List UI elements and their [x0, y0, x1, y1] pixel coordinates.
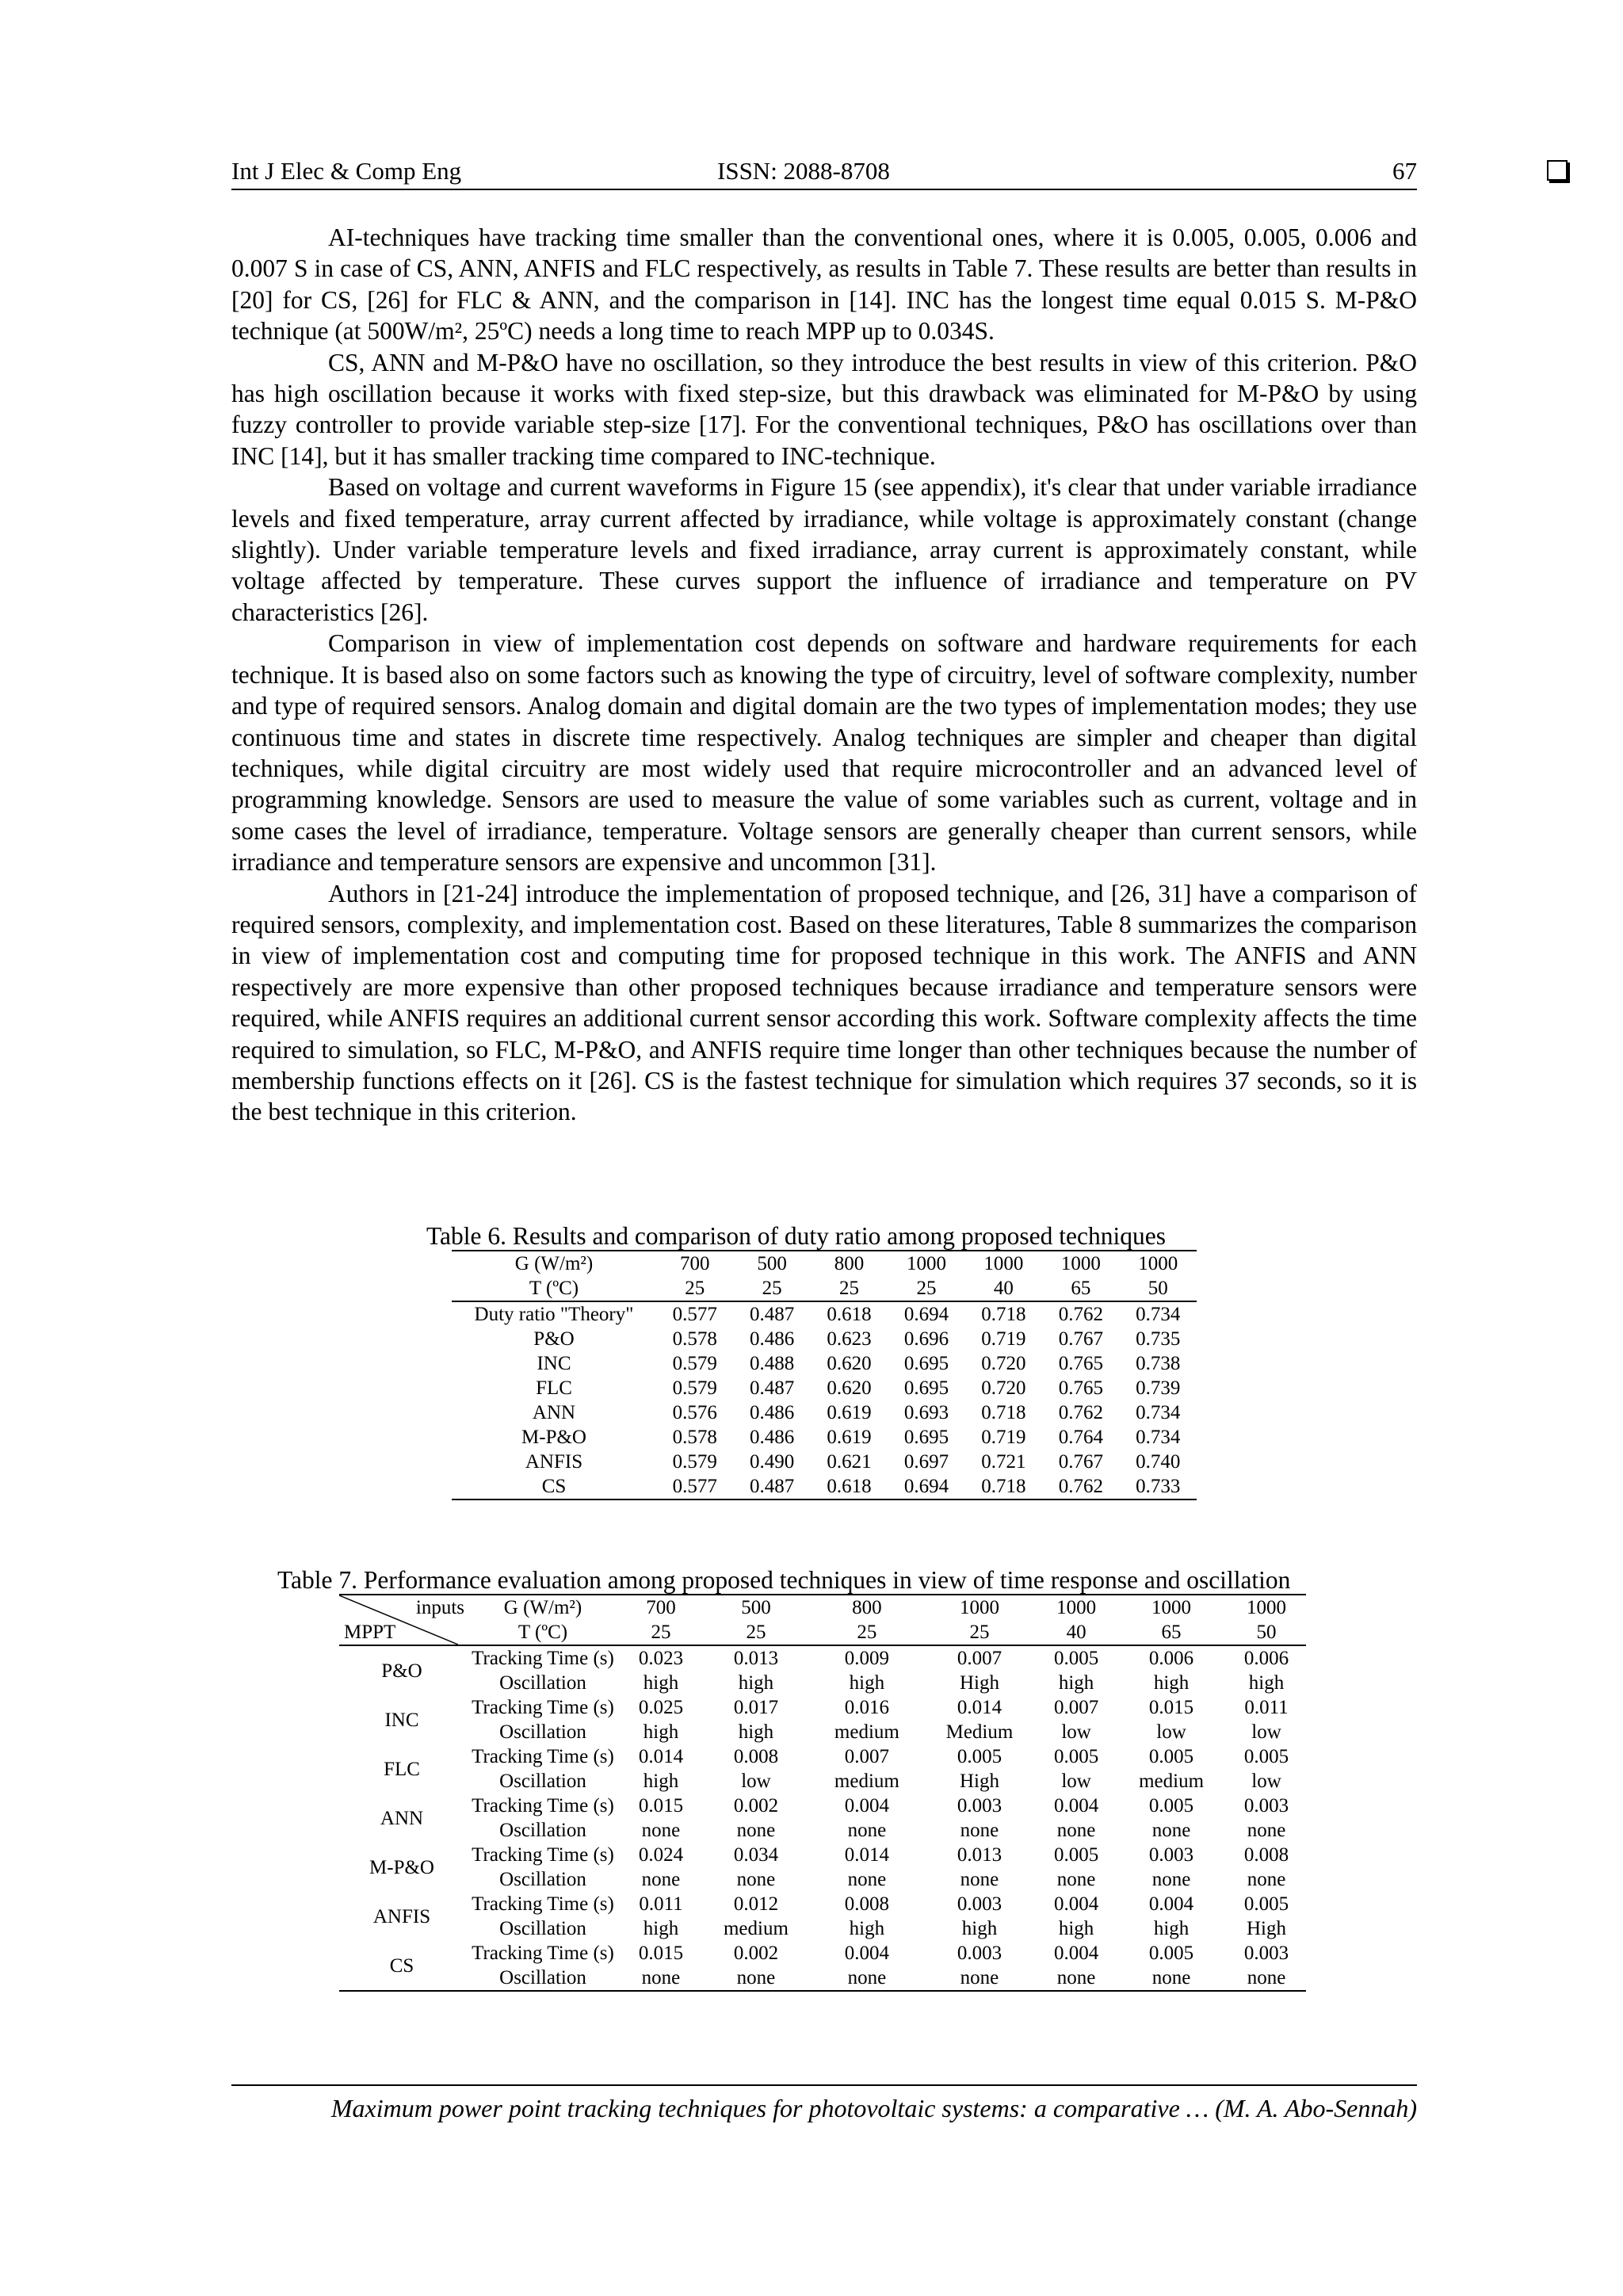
- tracking-time-cell: 0.002: [733, 1943, 779, 1964]
- oscillation-cell: none: [960, 1967, 999, 1988]
- oscillation-cell: high: [1153, 1672, 1190, 1694]
- oscillation-cell: none: [847, 1820, 887, 1841]
- tracking-time-cell: 0.004: [1148, 1893, 1194, 1915]
- t-value-cell: 25: [888, 1276, 964, 1301]
- row-label-cell: FLC: [536, 1377, 572, 1399]
- oscillation-cell: high: [961, 1918, 998, 1939]
- t-value-cell: 25: [621, 1620, 701, 1645]
- oscillation-cell: none: [1151, 1967, 1191, 1988]
- duty-ratio-cell: 0.487: [750, 1304, 795, 1325]
- oscillation-cell: none: [1247, 1869, 1286, 1890]
- g-value-cell: 1000: [1060, 1253, 1101, 1274]
- oscillation-cell: medium: [834, 1771, 899, 1792]
- oscillation-cell: High: [959, 1771, 999, 1792]
- g-value-cell: 500: [757, 1253, 787, 1274]
- duty-ratio-cell: 0.618: [827, 1304, 872, 1325]
- g-value-cell: 1000: [1247, 1597, 1286, 1618]
- tracking-time-cell: 0.006: [1243, 1648, 1289, 1669]
- duty-ratio-cell: 0.623: [827, 1328, 872, 1350]
- t-value-cell: 50: [1227, 1620, 1306, 1645]
- corner-mppt: MPPT: [344, 1622, 396, 1643]
- g-value-cell: 1000: [1138, 1253, 1178, 1274]
- oscillation-cell: high: [849, 1918, 885, 1939]
- duty-ratio-cell: 0.765: [1058, 1353, 1103, 1374]
- duty-ratio-cell: 0.718: [981, 1304, 1026, 1325]
- oscillation-cell: none: [847, 1967, 887, 1988]
- table-row: [339, 1744, 1306, 1769]
- t-value-cell: 40: [965, 1276, 1042, 1301]
- technique-cell: FLC: [384, 1758, 420, 1780]
- tracking-time-cell: 0.004: [1053, 1943, 1099, 1964]
- table-row: [452, 1450, 1197, 1474]
- duty-ratio-cell: 0.767: [1058, 1451, 1103, 1473]
- tracking-time-cell: 0.004: [844, 1795, 889, 1817]
- row-label-cell: ANFIS: [525, 1451, 583, 1473]
- duty-ratio-cell: 0.576: [672, 1402, 717, 1423]
- t-value-cell: 25: [812, 1620, 922, 1645]
- running-header: [231, 155, 1417, 190]
- table7-caption: Table 7. Performance evaluation among proposed techniques in view of time response and oscillation: [277, 1566, 1291, 1594]
- t-value-cell: 65: [1116, 1620, 1227, 1645]
- duty-ratio-cell: 0.694: [903, 1476, 949, 1497]
- technique-cell: ANN: [380, 1807, 424, 1829]
- duty-ratio-cell: 0.577: [672, 1304, 717, 1325]
- tracking-time-cell: 0.013: [957, 1844, 1002, 1866]
- duty-ratio-cell: 0.621: [827, 1451, 872, 1473]
- duty-ratio-cell: 0.694: [903, 1304, 949, 1325]
- tracking-time-cell: 0.003: [1148, 1844, 1194, 1866]
- oscillation-cell: high: [643, 1672, 679, 1694]
- tracking-time-cell: 0.003: [957, 1795, 1002, 1817]
- checkbox-square-icon: [1547, 160, 1568, 181]
- row-label-cell: CS: [541, 1476, 567, 1497]
- t-value-cell: 25: [922, 1620, 1037, 1645]
- metric-label-cell: Tracking Time (s): [472, 1893, 614, 1915]
- oscillation-cell: low: [1251, 1721, 1281, 1743]
- duty-ratio-cell: 0.487: [750, 1476, 795, 1497]
- duty-ratio-cell: 0.762: [1058, 1476, 1103, 1497]
- table-row: [339, 1794, 1306, 1818]
- duty-ratio-cell: 0.721: [981, 1451, 1026, 1473]
- tracking-time-cell: 0.005: [1243, 1746, 1289, 1767]
- duty-ratio-cell: 0.486: [750, 1328, 795, 1350]
- duty-ratio-cell: 0.739: [1136, 1377, 1181, 1399]
- table-row: [452, 1376, 1197, 1400]
- tracking-time-cell: 0.024: [638, 1844, 684, 1866]
- tracking-time-cell: 0.008: [733, 1746, 779, 1767]
- t-value-cell: 25: [811, 1276, 888, 1301]
- tracking-time-cell: 0.005: [1243, 1893, 1289, 1915]
- table-row: [452, 1474, 1197, 1499]
- duty-ratio-cell: 0.695: [903, 1377, 949, 1399]
- metric-label-cell: Tracking Time (s): [472, 1943, 614, 1964]
- duty-ratio-cell: 0.733: [1136, 1476, 1181, 1497]
- duty-ratio-cell: 0.718: [981, 1402, 1026, 1423]
- tracking-time-cell: 0.014: [638, 1746, 684, 1767]
- table-row: [339, 1769, 1306, 1794]
- duty-ratio-cell: 0.762: [1058, 1304, 1103, 1325]
- duty-ratio-cell: 0.765: [1058, 1377, 1103, 1399]
- t-value-cell: 40: [1037, 1620, 1116, 1645]
- oscillation-cell: none: [736, 1869, 776, 1890]
- duty-ratio-cell: 0.488: [750, 1353, 795, 1374]
- tracking-time-cell: 0.025: [638, 1697, 684, 1718]
- oscillation-cell: medium: [1139, 1771, 1205, 1792]
- oscillation-cell: medium: [834, 1721, 899, 1743]
- tracking-time-cell: 0.023: [638, 1648, 684, 1669]
- g-value-cell: 1000: [906, 1253, 946, 1274]
- body-text: [231, 222, 1417, 1128]
- oscillation-cell: high: [738, 1721, 774, 1743]
- tracking-time-cell: 0.012: [733, 1893, 779, 1915]
- metric-label-cell: Oscillation: [499, 1967, 586, 1988]
- table6: [452, 1250, 1197, 1500]
- tracking-time-cell: 0.005: [1148, 1746, 1194, 1767]
- technique-cell: P&O: [381, 1660, 422, 1682]
- oscillation-cell: none: [960, 1869, 999, 1890]
- oscillation-cell: high: [1153, 1918, 1190, 1939]
- oscillation-cell: none: [1151, 1869, 1191, 1890]
- t-value-cell: 50: [1120, 1276, 1197, 1301]
- table-row: [339, 1720, 1306, 1744]
- duty-ratio-cell: 0.718: [981, 1476, 1026, 1497]
- oscillation-cell: high: [849, 1672, 885, 1694]
- metric-label-cell: Tracking Time (s): [472, 1795, 614, 1817]
- tracking-time-cell: 0.008: [844, 1893, 889, 1915]
- oscillation-cell: none: [736, 1967, 776, 1988]
- tracking-time-cell: 0.003: [1243, 1795, 1289, 1817]
- metric-label-cell: Oscillation: [499, 1918, 586, 1939]
- duty-ratio-cell: 0.738: [1136, 1353, 1181, 1374]
- issn: ISSN: 2088-8708: [717, 157, 890, 185]
- oscillation-cell: none: [736, 1820, 776, 1841]
- running-footer: Maximum power point tracking techniques for photovoltaic systems: a comparative … (M. A. Abo-Sennah): [231, 2084, 1417, 2123]
- tracking-time-cell: 0.005: [1053, 1746, 1099, 1767]
- tracking-time-cell: 0.002: [733, 1795, 779, 1817]
- tracking-time-cell: 0.007: [1053, 1697, 1099, 1718]
- oscillation-cell: none: [1151, 1820, 1191, 1841]
- page-number: 67: [1392, 157, 1417, 185]
- oscillation-cell: low: [1061, 1771, 1091, 1792]
- t-value-cell: 25: [656, 1276, 733, 1301]
- table-row: [452, 1301, 1197, 1327]
- duty-ratio-cell: 0.578: [672, 1427, 717, 1448]
- oscillation-cell: high: [1058, 1672, 1094, 1694]
- t-value-cell: 25: [733, 1276, 810, 1301]
- g-value-cell: 1000: [959, 1597, 999, 1618]
- tracking-time-cell: 0.011: [1244, 1697, 1289, 1718]
- tracking-time-cell: 0.007: [957, 1648, 1002, 1669]
- tracking-time-cell: 0.004: [1053, 1795, 1099, 1817]
- metric-label-cell: Oscillation: [499, 1721, 586, 1743]
- tracking-time-cell: 0.011: [639, 1893, 683, 1915]
- g-value-cell: 800: [834, 1253, 865, 1274]
- metric-label-cell: Tracking Time (s): [472, 1844, 614, 1866]
- tracking-time-cell: 0.009: [844, 1648, 889, 1669]
- tracking-time-cell: 0.015: [638, 1795, 684, 1817]
- oscillation-cell: none: [641, 1820, 681, 1841]
- table-row: [339, 1892, 1306, 1916]
- oscillation-cell: High: [959, 1672, 999, 1694]
- tracking-time-cell: 0.005: [957, 1746, 1002, 1767]
- table-row: [452, 1327, 1197, 1351]
- oscillation-cell: high: [738, 1672, 774, 1694]
- oscillation-cell: high: [643, 1771, 679, 1792]
- duty-ratio-cell: 0.719: [981, 1427, 1026, 1448]
- tracking-time-cell: 0.008: [1243, 1844, 1289, 1866]
- oscillation-cell: none: [1056, 1820, 1096, 1841]
- tracking-time-cell: 0.016: [844, 1697, 889, 1718]
- t-value-cell: 25: [701, 1620, 812, 1645]
- tracking-time-cell: 0.005: [1148, 1795, 1194, 1817]
- table-row: [339, 1916, 1306, 1941]
- row-label-cell: Duty ratio "Theory": [474, 1304, 634, 1325]
- tracking-time-cell: 0.003: [957, 1893, 1002, 1915]
- oscillation-cell: low: [1156, 1721, 1186, 1743]
- duty-ratio-cell: 0.740: [1136, 1451, 1181, 1473]
- technique-cell: INC: [384, 1709, 419, 1731]
- duty-ratio-cell: 0.719: [981, 1328, 1026, 1350]
- table-row: [339, 1671, 1306, 1695]
- duty-ratio-cell: 0.490: [750, 1451, 795, 1473]
- tracking-time-cell: 0.014: [957, 1697, 1002, 1718]
- duty-ratio-cell: 0.578: [672, 1328, 717, 1350]
- duty-ratio-cell: 0.620: [827, 1353, 872, 1374]
- duty-ratio-cell: 0.619: [827, 1402, 872, 1423]
- journal-name: Int J Elec & Comp Eng: [231, 157, 462, 185]
- corner-cell: [339, 1595, 464, 1645]
- tracking-time-cell: 0.034: [733, 1844, 779, 1866]
- oscillation-cell: low: [741, 1771, 771, 1792]
- duty-ratio-cell: 0.764: [1058, 1427, 1103, 1448]
- technique-cell: CS: [389, 1954, 414, 1977]
- oscillation-cell: low: [1061, 1721, 1091, 1743]
- duty-ratio-cell: 0.762: [1058, 1402, 1103, 1423]
- duty-ratio-cell: 0.620: [827, 1377, 872, 1399]
- tracking-time-cell: 0.005: [1053, 1648, 1099, 1669]
- paragraph: Comparison in view of implementation cost depends on software and hardware requirements for each technique. It is based also on some factors such as knowing the type of circuitry, level of software complexity, number and type of required sensors. Analog domain and digital domain are the two types of implementation modes; they use continuous time and states in discrete time respectively. Analog techniques are simpler and cheaper than digital techniques, while digital circuitry are most widely used that require microcontroller and an advanced level of programming knowledge. Sensors are used to measure the value of some variables such as current, voltage and in some cases the level of irradiance, temperature. Voltage sensors are generally cheaper than current sensors, while irradiance and temperature sensors are expensive and uncommon [31].: [231, 629, 1417, 877]
- g-label: G (W/m²): [514, 1253, 594, 1274]
- tracking-time-cell: 0.014: [844, 1844, 889, 1866]
- table-row: [452, 1351, 1197, 1376]
- oscillation-cell: none: [960, 1820, 999, 1841]
- oscillation-cell: Medium: [945, 1721, 1014, 1743]
- duty-ratio-cell: 0.697: [903, 1451, 949, 1473]
- duty-ratio-cell: 0.734: [1136, 1402, 1181, 1423]
- table-row: [339, 1695, 1306, 1720]
- paragraph: Authors in [21-24] introduce the implementation of proposed technique, and [26, 31] have a comparison of required sensors, complexity, and implementation cost. Based on these literatures, Table 8 summarizes the comparison in view of implementation cost and computing time for proposed technique in this work. The ANFIS and ANN respectively are more expensive than other proposed techniques because irradiance and temperature sensors were required, while ANFIS requires an additional current sensor according this work. Software complexity affects the time required to simulation, so FLC, M-P&O, and ANFIS require time longer than other techniques because the number of membership functions effects on it [26]. CS is the fastest technique for simulation which requires 37 seconds, so it is the best technique in this criterion.: [231, 879, 1417, 1126]
- duty-ratio-cell: 0.487: [750, 1377, 795, 1399]
- duty-ratio-cell: 0.577: [672, 1476, 717, 1497]
- row-label-cell: ANN: [532, 1402, 576, 1423]
- oscillation-cell: high: [643, 1918, 679, 1939]
- g-value-cell: 800: [852, 1597, 882, 1618]
- paragraph: Based on voltage and current waveforms in Figure 15 (see appendix), it's clear that under variable irradiance levels and fixed temperature, array current affected by irradiance, while voltage is approximately constant (change slightly). Under variable temperature levels and fixed irradiance, array current is approximately constant, while voltage affected by temperature. These curves support the influence of irradiance and temperature on PV characteristics [26].: [231, 473, 1417, 626]
- g-value-cell: 1000: [1151, 1597, 1192, 1618]
- metric-label-cell: Tracking Time (s): [472, 1648, 614, 1669]
- metric-label-cell: Oscillation: [499, 1672, 586, 1694]
- technique-cell: M-P&O: [369, 1856, 434, 1878]
- g-value-cell: 700: [679, 1253, 710, 1274]
- g-value-cell: 700: [646, 1597, 676, 1618]
- tracking-time-cell: 0.003: [957, 1943, 1002, 1964]
- tracking-time-cell: 0.007: [844, 1746, 889, 1767]
- t-value-cell: 65: [1042, 1276, 1119, 1301]
- g-value-cell: 1000: [983, 1253, 1024, 1274]
- duty-ratio-cell: 0.767: [1058, 1328, 1103, 1350]
- duty-ratio-cell: 0.579: [672, 1451, 717, 1473]
- g-value-cell: 500: [741, 1597, 771, 1618]
- t-label: T (ºC): [452, 1276, 656, 1301]
- oscillation-cell: high: [1248, 1672, 1285, 1694]
- table7: [339, 1594, 1306, 1992]
- tracking-time-cell: 0.003: [1243, 1943, 1289, 1964]
- table-row: [452, 1400, 1197, 1425]
- oscillation-cell: none: [847, 1869, 887, 1890]
- duty-ratio-cell: 0.735: [1136, 1328, 1181, 1350]
- duty-ratio-cell: 0.579: [672, 1377, 717, 1399]
- g-label: G (W/m²): [503, 1597, 582, 1618]
- tracking-time-cell: 0.015: [638, 1943, 684, 1964]
- duty-ratio-cell: 0.693: [903, 1402, 949, 1423]
- row-label-cell: M-P&O: [521, 1427, 586, 1448]
- duty-ratio-cell: 0.734: [1136, 1427, 1181, 1448]
- t-label: T (ºC): [464, 1620, 621, 1645]
- duty-ratio-cell: 0.734: [1136, 1304, 1181, 1325]
- tracking-time-cell: 0.015: [1148, 1697, 1194, 1718]
- metric-label-cell: Oscillation: [499, 1820, 586, 1841]
- paragraph: AI-techniques have tracking time smaller than the conventional ones, where it is 0.005, 0.005, 0.006 and 0.007 S in case of CS, ANN, ANFIS and FLC respectively, as results in Table 7. These results are better than results in [20] for CS, [26] for FLC & ANN, and the comparison in [14]. INC has the longest time equal 0.015 S. M-P&O technique (at 500W/m², 25ºC) needs a long time to reach MPP up to 0.034S.: [231, 223, 1417, 346]
- duty-ratio-cell: 0.619: [827, 1427, 872, 1448]
- oscillation-cell: none: [641, 1967, 681, 1988]
- duty-ratio-cell: 0.696: [903, 1328, 949, 1350]
- technique-cell: ANFIS: [372, 1905, 431, 1927]
- row-label-cell: INC: [537, 1353, 571, 1374]
- oscillation-cell: none: [1247, 1820, 1286, 1841]
- table-row: [339, 1843, 1306, 1867]
- duty-ratio-cell: 0.720: [981, 1353, 1026, 1374]
- tracking-time-cell: 0.013: [733, 1648, 779, 1669]
- duty-ratio-cell: 0.695: [903, 1353, 949, 1374]
- oscillation-cell: none: [641, 1869, 681, 1890]
- metric-label-cell: Oscillation: [499, 1869, 586, 1890]
- row-label-cell: P&O: [533, 1328, 575, 1350]
- duty-ratio-cell: 0.579: [672, 1353, 717, 1374]
- tracking-time-cell: 0.017: [733, 1697, 779, 1718]
- table-row: [339, 1941, 1306, 1966]
- duty-ratio-cell: 0.720: [981, 1377, 1026, 1399]
- tracking-time-cell: 0.004: [844, 1943, 889, 1964]
- duty-ratio-cell: 0.618: [827, 1476, 872, 1497]
- table-row: [339, 1645, 1306, 1671]
- tracking-time-cell: 0.005: [1053, 1844, 1099, 1866]
- oscillation-cell: none: [1056, 1869, 1096, 1890]
- oscillation-cell: none: [1247, 1967, 1286, 1988]
- table6-caption: Table 6. Results and comparison of duty ratio among proposed techniques: [426, 1222, 1166, 1250]
- oscillation-cell: high: [643, 1721, 679, 1743]
- duty-ratio-cell: 0.486: [750, 1402, 795, 1423]
- paragraph: CS, ANN and M-P&O have no oscillation, so they introduce the best results in view of this criterion. P&O has high oscillation because it works with fixed step-size, but this drawback was eliminated for M-P&O by using fuzzy controller to provide variable step-size [17]. For the conventional techniques, P&O has oscillations over than INC [14], but it has smaller tracking time compared to INC-technique.: [231, 348, 1417, 470]
- metric-label-cell: Tracking Time (s): [472, 1746, 614, 1767]
- table-row: [339, 1966, 1306, 1991]
- table-row: [452, 1425, 1197, 1450]
- oscillation-cell: medium: [723, 1918, 789, 1939]
- oscillation-cell: high: [1058, 1918, 1094, 1939]
- oscillation-cell: low: [1251, 1771, 1281, 1792]
- tracking-time-cell: 0.006: [1148, 1648, 1194, 1669]
- oscillation-cell: High: [1247, 1918, 1286, 1939]
- metric-label-cell: Oscillation: [499, 1771, 586, 1792]
- g-value-cell: 1000: [1056, 1597, 1097, 1618]
- tracking-time-cell: 0.004: [1053, 1893, 1099, 1915]
- oscillation-cell: none: [1056, 1967, 1096, 1988]
- table-row: [339, 1818, 1306, 1843]
- duty-ratio-cell: 0.486: [750, 1427, 795, 1448]
- metric-label-cell: Tracking Time (s): [472, 1697, 614, 1718]
- tracking-time-cell: 0.005: [1148, 1943, 1194, 1964]
- duty-ratio-cell: 0.695: [903, 1427, 949, 1448]
- corner-inputs: inputs: [415, 1597, 464, 1618]
- table-row: [339, 1867, 1306, 1892]
